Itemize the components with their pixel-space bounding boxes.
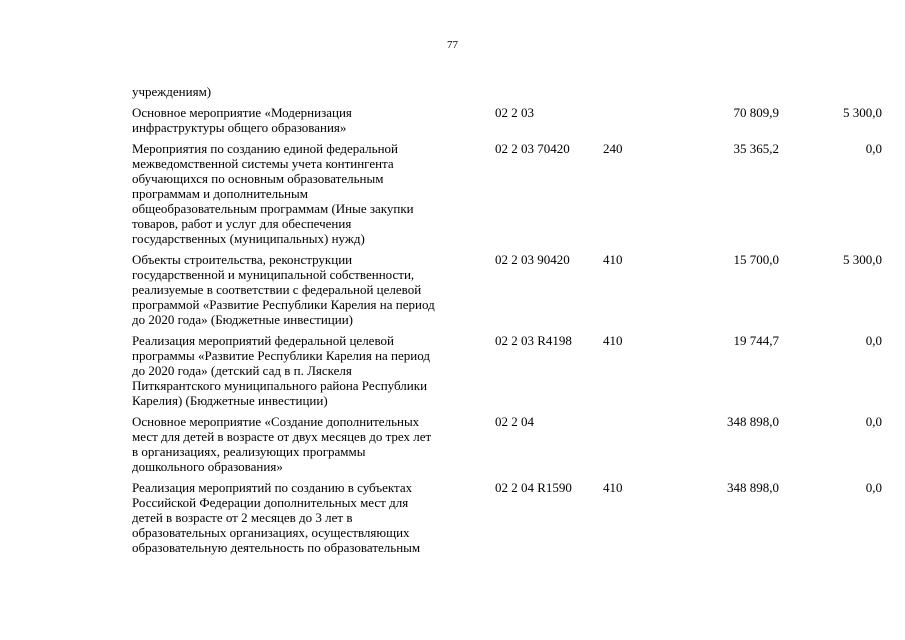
budget-table [132,84,884,561]
table-row [132,480,884,555]
row-amount-second: 0,0 [865,141,882,156]
row-amount-second: 0,0 [865,333,882,348]
table-row [132,105,884,135]
row-code: 02 2 04 R1590 [495,480,572,495]
row-amount-first: 348 898,0 [727,414,779,429]
row-code: 02 2 03 R4198 [495,333,572,348]
row-expense-type: 410 [603,252,623,267]
row-amount-second: 5 300,0 [843,252,882,267]
row-description: учреждениям) [132,84,212,99]
row-description: Основное мероприятие «Модернизация инфраструктуры общего образования» [132,105,352,135]
row-description: Основное мероприятие «Создание дополнительных мест для детей в возрасте от двух месяцев до трех лет в организациях, реализующих программы дошкольного образования» [132,414,432,474]
row-description: Реализация мероприятий федеральной целевой программы «Развитие Республики Карелия на период до 2020 года» (детский сад в п. Ляскеля Питкярантского муниципального района Республики Карелия) (Бюджетные инвестиции) [132,333,430,408]
row-code: 02 2 04 [495,414,534,429]
row-description: Реализация мероприятий по созданию в субъектах Российской Федерации дополнительных мест для детей в возрасте от 2 месяцев до 3 лет в образовательных организациях, осуществляющих образовательную деятельность по образовательным [132,480,421,555]
row-amount-first: 70 809,9 [733,105,779,120]
row-amount-second: 5 300,0 [843,105,882,120]
row-amount-first: 35 365,2 [733,141,779,156]
row-code: 02 2 03 [495,105,534,120]
row-description: Объекты строительства, реконструкции государственной и муниципальной собственности, реализуемые в соответствии с федеральной целевой программой «Развитие Республики Карелия на период до 2020 года» (Бюджетные инвестиции) [132,252,435,327]
row-expense-type: 240 [603,141,623,156]
row-amount-second: 0,0 [865,480,882,495]
row-amount-second: 0,0 [865,414,882,429]
row-code: 02 2 03 90420 [495,252,570,267]
row-amount-first: 19 744,7 [733,333,779,348]
row-expense-type: 410 [603,480,623,495]
row-code: 02 2 03 70420 [495,141,570,156]
page-number: 77 [447,39,458,51]
table-row [132,252,884,327]
row-amount-first: 15 700,0 [733,252,779,267]
table-row [132,414,884,474]
row-expense-type: 410 [603,333,623,348]
table-row [132,333,884,408]
table-row [132,84,884,99]
row-description: Мероприятия по созданию единой федеральной межведомственной системы учета контингента обучающихся по основным образовательным программам и дополнительным общеобразовательным программам (Иные закупки товаров, работ и услуг для обеспечения государственных (муниципальных) нужд) [132,141,414,246]
row-amount-first: 348 898,0 [727,480,779,495]
table-row [132,141,884,246]
